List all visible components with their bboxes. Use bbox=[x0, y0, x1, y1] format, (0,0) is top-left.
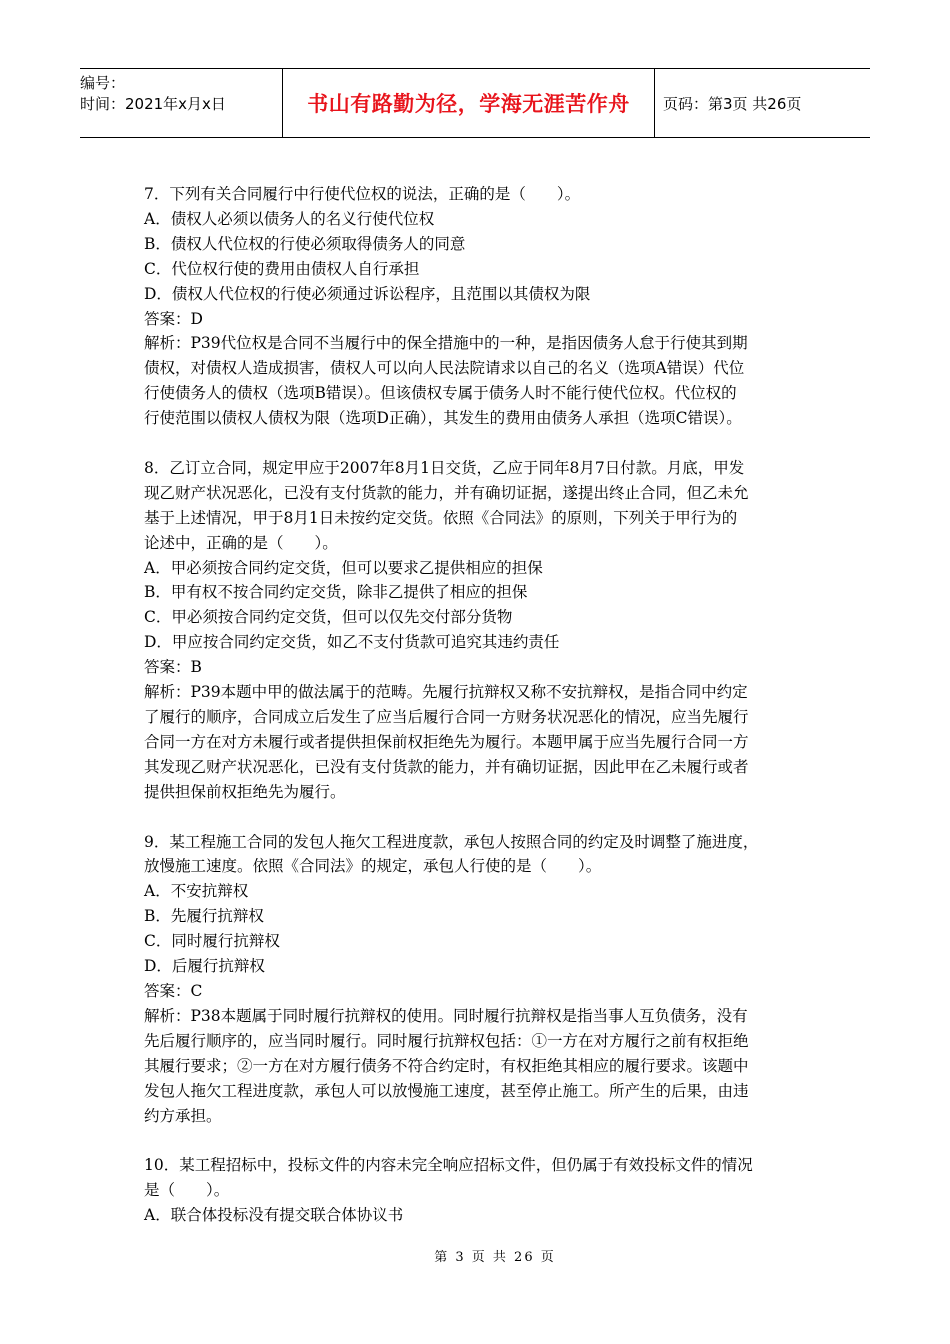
analysis-line: 行使范围以债权人债权为限（选项D正确），其发生的费用由债务人承担（选项C错误）。 bbox=[144, 409, 742, 428]
analysis-line: 解析：P38本题属于同时履行抗辩权的使用。同时履行抗辩权是指当事人互负债务，没有 bbox=[144, 1006, 748, 1025]
analysis-line: 发包人拖欠工程进度款，承包人可以放慢施工速度，甚至停止施工。所产生的后果，由违 bbox=[144, 1081, 749, 1100]
analysis-line: 提供担保前权拒绝先为履行。 bbox=[144, 782, 346, 801]
answer-option: A．甲必须按合同约定交货，但可以要求乙提供相应的担保 bbox=[144, 558, 543, 577]
question-stem-line: 8．乙订立合同，规定甲应于2007年8月1日交货，乙应于同年8月7日付款。月底，甲发 bbox=[144, 458, 745, 477]
answer-option: D．甲应按合同约定交货，如乙不支付货款可追究其违约责任 bbox=[144, 633, 560, 652]
page-info: 页码：第3页 共26页 bbox=[663, 94, 802, 113]
header-motto-cell bbox=[283, 69, 655, 137]
analysis-line: 解析：P39本题中甲的做法属于的范畴。先履行抗辩权又称不安抗辩权，是指合同中约定 bbox=[144, 683, 748, 702]
question-separator bbox=[144, 805, 812, 830]
header-meta bbox=[80, 69, 283, 137]
question-stem-line: 是（ ）。 bbox=[144, 1181, 230, 1200]
question-stem-line: 9．某工程施工合同的发包人拖欠工程进度款，承包人按照合同的约定及时调整了施进度， bbox=[144, 832, 759, 851]
answer-option: D．债权人代位权的行使必须通过诉讼程序，且范围以其债权为限 bbox=[144, 284, 591, 303]
question-stem-line: 10．某工程招标中，投标文件的内容未完全响应招标文件，但仍属于有效投标文件的情况 bbox=[144, 1156, 753, 1175]
motto: 书山有路勤为径，学海无涯苦作舟 bbox=[307, 92, 630, 116]
answer-option: C．同时履行抗辩权 bbox=[144, 932, 280, 951]
date-line: 时间：2021年x月x日 bbox=[80, 95, 226, 113]
analysis-line: 约方承担。 bbox=[144, 1106, 222, 1125]
question-stem-line: 放慢施工速度。依照《合同法》的规定，承包人行使的是（ ）。 bbox=[144, 857, 602, 876]
answer-option: B．债权人代位权的行使必须取得债务人的同意 bbox=[144, 234, 466, 253]
answer-option: A．不安抗辩权 bbox=[144, 882, 249, 901]
question-separator bbox=[144, 1128, 812, 1153]
question-block bbox=[144, 456, 812, 805]
analysis-line: 其发现乙财产状况恶化，已没有支付货款的能力，并有确切证据，因此甲在乙未履行或者 bbox=[144, 757, 749, 776]
header-page-info-cell bbox=[655, 69, 870, 137]
question-stem-line: 7．下列有关合同履行中行使代位权的说法，正确的是（ ）。 bbox=[144, 185, 581, 203]
page-footer: 第 3 页 共 26 页 bbox=[434, 1250, 556, 1265]
analysis-line: 债权，对债权人造成损害，债权人可以向人民法院请求以自己的名义（选项A错误）代位 bbox=[144, 359, 745, 378]
analysis-line: 了履行的顺序，合同成立后发生了应当后履行合同一方财务状况恶化的情况，应当先履行 bbox=[144, 708, 749, 727]
analysis-line: 解析：P39代位权是合同不当履行中的保全措施中的一种，是指因债务人怠于行使其到期 bbox=[144, 334, 748, 353]
answer-option: D．后履行抗辩权 bbox=[144, 957, 265, 976]
analysis-line: 先后履行顺序的，应当同时履行。同时履行抗辩权包括：①一方在对方履行之前有权拒绝 bbox=[144, 1031, 749, 1050]
answer-option: A．联合体投标没有提交联合体协议书 bbox=[144, 1206, 404, 1225]
answer-option: B．甲有权不按合同约定交货，除非乙提供了相应的担保 bbox=[144, 583, 528, 602]
analysis-line: 其履行要求；②一方在对方履行债务不符合约定时，有权拒绝其相应的履行要求。该题中 bbox=[144, 1056, 749, 1075]
question-stem-line: 基于上述情况，甲于8月1日未按约定交货。依照《合同法》的原则，下列关于甲行为的 bbox=[144, 508, 738, 527]
question-block bbox=[144, 182, 812, 431]
analysis-line: 合同一方在对方未履行或者提供担保前权拒绝先为履行。本题甲属于应当先履行合同一方 bbox=[144, 732, 749, 751]
question-stem-line: 现乙财产状况恶化，已没有支付货款的能力，并有确切证据，遂提出终止合同，但乙未允 bbox=[144, 483, 749, 502]
answer-option: B．先履行抗辩权 bbox=[144, 907, 264, 926]
question-block bbox=[144, 1153, 812, 1228]
answer-option: A．债权人必须以债务人的名义行使代位权 bbox=[144, 209, 435, 228]
number-label: 编号： bbox=[80, 74, 126, 92]
question-block bbox=[144, 830, 812, 1129]
answer-key: 答案：B bbox=[144, 658, 202, 677]
document-body bbox=[144, 182, 812, 1228]
page-header bbox=[80, 68, 870, 138]
answer-key: 答案：C bbox=[144, 981, 203, 1000]
answer-key: 答案：D bbox=[144, 309, 203, 328]
answer-option: C．甲必须按合同约定交货，但可以仅先交付部分货物 bbox=[144, 608, 513, 627]
analysis-line: 行使债务人的债权（选项B错误）。但该债权专属于债务人时不能行使代位权。代位权的 bbox=[144, 384, 737, 403]
question-separator bbox=[144, 431, 812, 456]
question-stem-line: 论述中，正确的是（ ）。 bbox=[144, 533, 338, 552]
answer-option: C．代位权行使的费用由债权人自行承担 bbox=[144, 259, 420, 278]
